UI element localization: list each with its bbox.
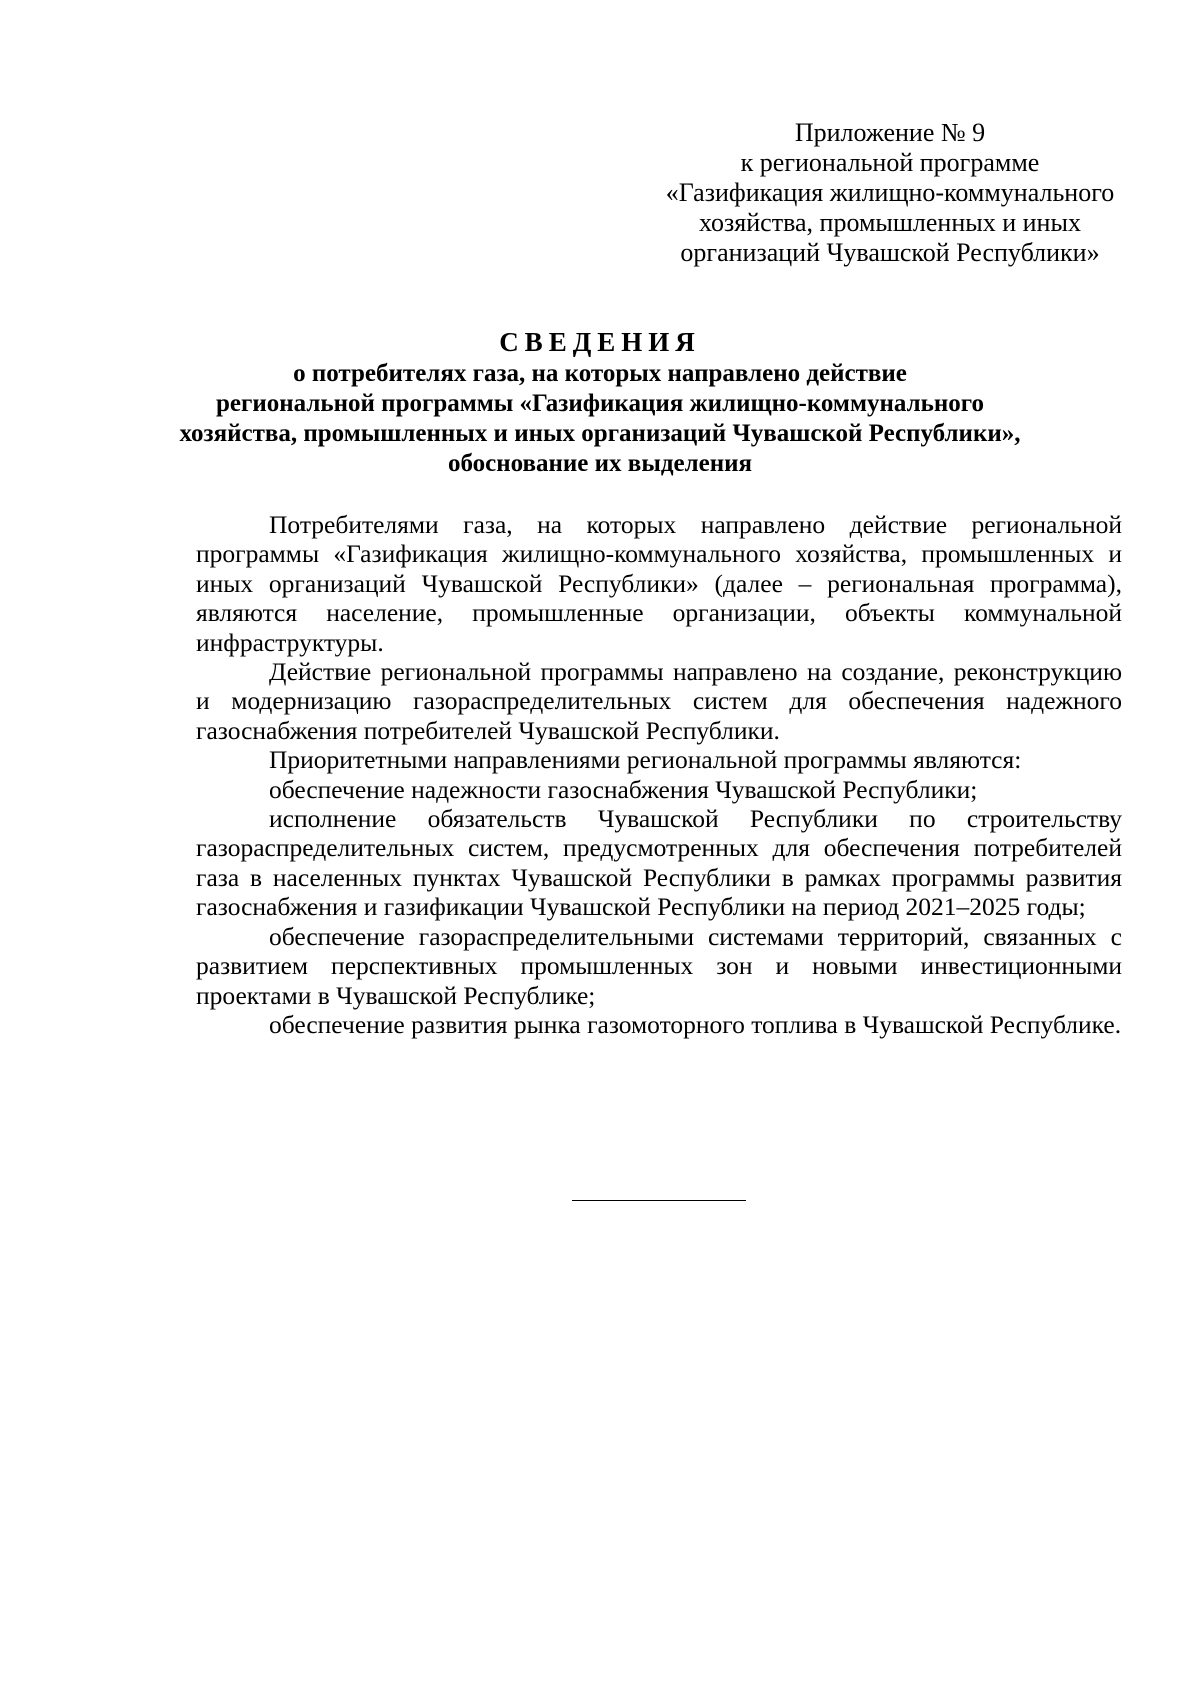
annex-line: Приложение № 9 (794, 118, 986, 147)
document-subtitle-line: региональной программы «Газификация жилищно-коммунального (215, 390, 984, 417)
body-paragraph: исполнение обязательств Чувашской Республики по строительству газораспределительных систем, предусмотренных для обеспечения потребителей газа в населенных пунктах Чувашской Республики в рамках программы развития газоснабжения и газификации Чувашской Республики на период 2021–2025 годы; (196, 804, 1122, 922)
body-paragraph: обеспечение надежности газоснабжения Чувашской Республики; (269, 774, 978, 804)
annex-line: «Газификация жилищно-коммунального (665, 178, 1115, 207)
body-paragraph: Потребителями газа, на которых направлено действие региональной программы «Газификация жилищно-коммунального хозяйства, промышленных и иных организаций Чувашской Республики» (далее – региональная программа), являются население, промышленные организации, объекты коммунальной инфраструктуры. (196, 510, 1122, 657)
document-body (196, 510, 1122, 1039)
document-subtitle-line: о потребителях газа, на которых направлено действие (293, 360, 907, 387)
body-paragraph: Приоритетными направлениями региональной программы являются: (269, 745, 1022, 775)
body-paragraph: обеспечение развития рынка газомоторного топлива в Чувашской Республике. (269, 1009, 1122, 1039)
end-divider-line (572, 1200, 746, 1201)
annex-line: хозяйства, промышленных и иных (699, 208, 1081, 237)
document-subtitle-line: обоснование их выделения (447, 450, 753, 477)
annex-block (650, 118, 1130, 268)
document-heading (170, 325, 1030, 479)
document-subtitle-line: хозяйства, промышленных и иных организаций Чувашской Республики», (179, 420, 1021, 447)
body-paragraph: обеспечение газораспределительными системами территорий, связанных с развитием перспективных промышленных зон и новыми инвестиционными проектами в Чувашской Республике; (196, 921, 1122, 1010)
document-title: СВЕДЕНИЯ (499, 327, 701, 357)
body-paragraph: Действие региональной программы направлено на создание, реконструкцию и модернизацию газораспределительных систем для обеспечения надежного газоснабжения потребителей Чувашской Республики. (196, 657, 1122, 745)
annex-line: организаций Чувашской Республики» (680, 238, 1100, 267)
annex-line: к региональной программе (740, 148, 1040, 177)
